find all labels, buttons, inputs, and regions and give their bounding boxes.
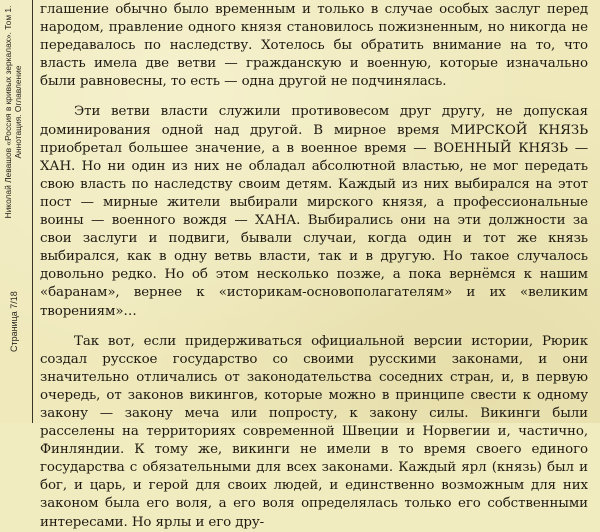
paragraph-1: глашение обычно было временным и только в случае особых заслуг перед народом, правление одного князя становилось пожизненным, но никогда не передавалось по наследству. Хотелось бы обратить внимание на то, что власть имела две ветви — гражданскую и военную, которые изначально были равновесны, то есть — одна другой не подчинялась. bbox=[40, 2, 588, 90]
paragraph-2: Эти ветви власти служили противовесом друг другу, не допуская доминирования одной над другой. В мирное время МИРСКОЙ КНЯЗЬ приобретал большее значение, а в военное время — ВОЕННЫЙ КНЯЗЬ — ХАН. Но ни один из них не обладал абсолютной властью, не мог передать свою власть по наследству своим детям. Каждый из них выбирался на этот пост — мирные жители выбирали мирского князя, а профессиональные воины — военного вождя — ХАНА. Выбирались они на эти должности за свои заслуги и подвиги, бывали случаи, когда один и тот же князь выбирался, как в одну ветвь власти, так и в другую. Но такое случалось довольно редко. Но об этом несколько позже, а пока вернёмся к нашим «баранам», вернее к «историкам-основополагателям» и их «великим творениям»… bbox=[40, 104, 588, 319]
book-title-line: Николай Левашов «Россия в кривых зеркалах». Том 1. bbox=[3, 5, 13, 218]
margin-divider bbox=[32, 0, 33, 423]
page-number: Страница 7/18 bbox=[9, 291, 19, 352]
annotation-contents-line: Аннотация. Оглавление bbox=[13, 64, 23, 159]
sidebar-margin bbox=[0, 0, 32, 423]
body-text bbox=[40, 1, 588, 532]
paragraph-3: Так вот, если придерживаться официальной версии истории, Рюрик создал русское государство со своими русскими законами, и они значительно отличались от законодательства соседних стран, и, в первую очередь, от законов викингов, которые можно в принципе свести к одному закону — закону меча или попросту, к закону силы. Викинги были расселены на территориях современной Швеции и Норвегии и, частично, Финляндии. К тому же, викинги не имели в то время своего единого государства с обязательными для всех законами. Каждый ярл (князь) был и бог, и царь, и герой для своих людей, и единственно возможным для них законом была его воля, а его воля определялась только его собственными интересами. Но ярлы и его дру- bbox=[40, 333, 588, 530]
book-credit bbox=[3, 5, 23, 218]
